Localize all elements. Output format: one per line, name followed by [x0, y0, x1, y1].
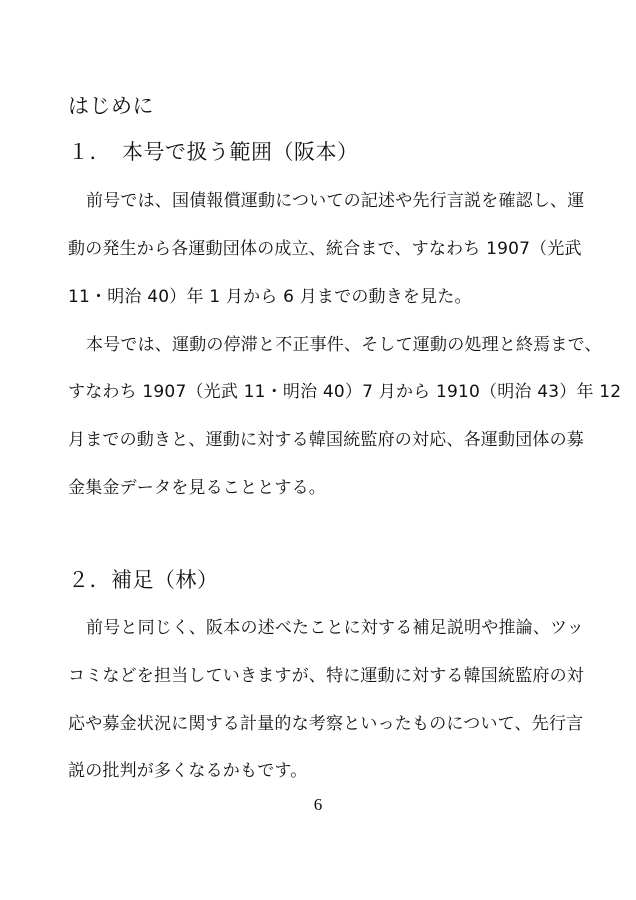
section1-line: 前号では、国債報償運動についての記述や先行言説を確認し、運 — [86, 191, 585, 211]
section1-heading: １． 本号で扱う範囲（阪本） — [68, 140, 359, 164]
section1-line: 月までの動きと、運動に対する韓国統監府の対応、各運動団体の募 — [68, 430, 584, 450]
section1-line: 11・明治 40）年 1 月から 6 月までの動きを見た。 — [68, 287, 472, 307]
section2-heading: ２．補足（林） — [68, 568, 219, 592]
intro-heading: はじめに — [68, 94, 154, 118]
section2-line: コミなどを担当していきますが、特に運動に対する韓国統監府の対 — [68, 666, 584, 686]
section2-line: 応や募金状況に関する計量的な考察といったものについて、先行言 — [68, 714, 584, 734]
section2-line: 前号と同じく、阪本の述べたことに対する補足説明や推論、ツッ — [86, 618, 584, 638]
page-number: 6 — [313, 795, 323, 814]
section1-line: 動の発生から各運動団体の成立、統合まで、すなわち 1907（光武 — [68, 239, 582, 259]
section2-line: 説の批判が多くなるかもです。 — [68, 761, 308, 781]
section1-line: すなわち 1907（光武 11・明治 40）7 月から 1910（明治 43）年 12 — [68, 382, 622, 402]
section1-line: 本号では、運動の停滞と不正事件、そして運動の処理と終焉まで、 — [86, 335, 602, 355]
section1-line: 金集金データを見ることとする。 — [68, 478, 326, 498]
